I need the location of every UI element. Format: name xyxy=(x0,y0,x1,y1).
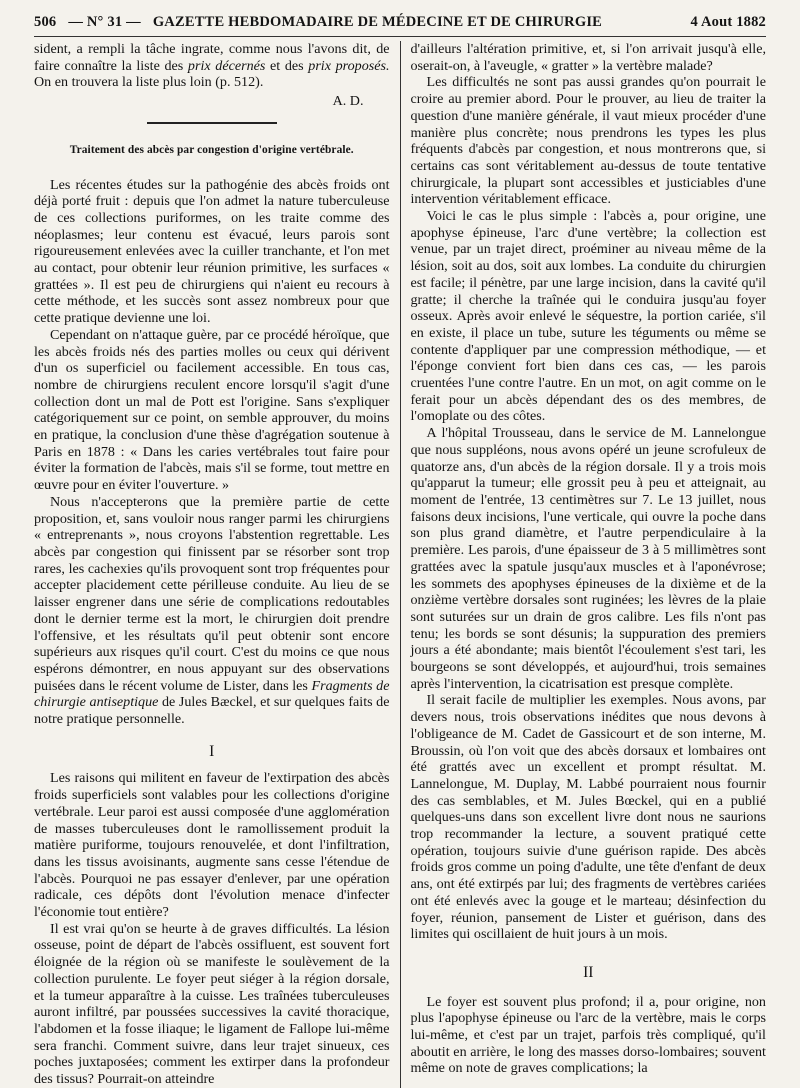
paragraph: Voici le cas le plus simple : l'abcès a, pour origine, une apophyse épineuse, l'arc d'une vertèbre; la collection est venue, par un trajet direct, proéminer au niveau même de la lésion, soit au dos, soit aux lombes. La conduite du chirurgien est facile; il pénètre, par une large incision, dans la cavité qu'il gratte; il cherche la traînée qui le conduira jusqu'au foyer osseux. Après avoir enlevé le séquestre, la portion cariée, s'il en existe, il place un tube, suture les téguments ou même se contente d'appliquer par une compression méthodique, — et l'éponge convient fort bien dans ces cas, — les parois cruentées l'une contre l'autre. En un mot, on agit comme on le ferait pour un abcès dépendant des os des membres, de l'omoplate ou des côtes. xyxy=(410,208,766,425)
two-column-body xyxy=(34,41,766,1088)
issue-date: 4 Aout 1882 xyxy=(690,14,766,30)
left-column xyxy=(34,41,390,1088)
article-separator xyxy=(147,122,277,124)
paragraph: Il est vrai qu'on se heurte à de graves difficultés. La lésion osseuse, point de départ de l'abcès ossifluent, est souvent fort éloignée de la région où se manifeste le soulèvement de la collection purulente. Le foyer peut siéger à la région dorsale, et la tumeur apparaître à la cuisse. Les traînées tuberculeuses auront infiltré, par poussées successives la cavité thoracique, l'abdomen et la fosse iliaque; le ligament de Fallope lui-même sera franchi. Comment suivre, dans leur trajet sinueux, ces poches juxtaposées; comment les extirper dans la profondeur des tissus? Pourrait-on atteindre xyxy=(34,920,390,1088)
column-divider xyxy=(400,41,401,1088)
intro-paragraph: sident, a rempli la tâche ingrate, comme nous l'avons dit, de faire connaître la liste des prix décernés et des prix proposés. On en trouvera la liste plus loin (p. 512). xyxy=(34,41,390,91)
article-title: Traitement des abcès par congestion d'origine vertébrale. xyxy=(69,143,354,156)
paragraph: Le foyer est souvent plus profond; il a, pour origine, non plus l'apophyse épineuse ou l'arc de la vertèbre, mais le corps lui-même, et c'est par un trajet, parfois très compliqué, qu'il aboutit en arrière, le long des masses dorso-lombaires; souvent même on note de graves complications; la xyxy=(410,993,766,1077)
paragraph: Cependant on n'attaque guère, par ce procédé héroïque, que les abcès froids nés des parties molles ou ceux qui dérivent d'un os superficiel ou facilement accessible. En tous cas, nombre de chirurgiens reculent encore lorsqu'il s'agit d'une collection dont un mal de Pott est l'origine. Sans s'expliquer catégoriquement sur ce point, on semble approuver, du moins en pratique, la conclusion d'une thèse d'agrégation soutenue à Paris en 1878 : « Dans les caries vertébrales tout faire pour éviter la formation de l'abcès, mais s'il se forme, tout mettre en œuvre pour en éviter l'ouverture. » xyxy=(34,326,390,494)
signature: A. D. xyxy=(332,93,364,110)
paragraph: Les récentes études sur la pathogénie des abcès froids ont déjà porté fruit : depuis que l'on admet la nature tuberculeuse de ces collections puriformes, on les traite comme des néoplasmes; leur contenu est évacué, leurs parois sont rigoureusement enlevées avec la cuiller tranchante, et l'on met au contact, pour obtenir leur réunion primitive, les surfaces « grattées ». Il est peu de chirurgiens qui n'aient eu recours à cette méthode, et les succès sont assez nombreux pour que cette pratique devienne une loi. xyxy=(34,176,390,327)
paragraph: A l'hôpital Trousseau, dans le service de M. Lannelongue que nous suppléons, nous avons opéré un jeune scrofuleux de quatorze ans, d'un abcès de la région dorsale. Il y a trois mois qu'apparut la tumeur; elle grossit peu à peu et atteignait, au moment de l'entrée, 13 centimètres sur 7. Le 13 juillet, nous faisons deux incisions, l'une verticale, qui ouvre la poche dans son plus grand diamètre, et l'autre perpendiculaire à la première. Les parois, d'une épaisseur de 3 à 5 millimètres sont grattées avec la spatule jusqu'aux muscles et à l'aponévrose; les sommets des apophyses épineuses de la dixième et de la onzième vertèbre dorsales sont ruginées; les lèvres de la plaie sont suturées sur un drain de gros calibre. Les fils n'ont pas tenu; les bords se sont désunis; la suppuration des premiers jours a été abondante; mais bientôt l'écoulement s'est tari, les bourgeons se sont développés, et aujourd'hui, trois semaines après l'intervention, la cicatrisation est presque complète. xyxy=(410,425,766,692)
journal-title: GAZETTE HEBDOMADAIRE DE MÉDECINE ET DE CHIRURGIE xyxy=(152,14,603,30)
right-column xyxy=(410,41,766,1088)
paragraph: Nous n'accepterons que la première partie de cette proposition, et, sans vouloir nous ranger parmi les chirurgiens « entreprenants », nous croyons l'abstention regrettable. Les abcès par congestion qui finissent par se résorber sont trop rares, les cachexies qu'ils provoquent sont trop fréquentes pour accepter placidement cette périlleuse conduite. Au lieu de se laisser engrener dans une série de complications redoutables dont le dernier terme est la mort, le chirurgien doit prendre l'offensive, et les résultats qu'il peut obtenir sont encore supérieurs aux risques qu'il court. C'est du moins ce que nous espérons démontrer, en nous appuyant sur des observations puisées dans le récent volume de Lister, dans les Fragments de chirurgie antiseptique de Jules Bæckel, et sur quelques faits de notre pratique personnelle. xyxy=(34,493,390,728)
paragraph: Les difficultés ne sont pas aussi grandes qu'on pourrait le croire au premier abord. Pour le prouver, au lieu de traiter la question d'une manière générale, il vaut mieux procéder d'une manière plus concrète; nous prendrons les types les plus fréquents d'abcès par congestion, et nous montrerons que, si certains cas sont véritablement au-dessus de toute tentative chirurgicale, la plupart sont accessibles et justiciables d'une intervention véritablement efficace. xyxy=(410,74,766,208)
section-heading-ii: II xyxy=(583,963,594,981)
paragraph: Les raisons qui militent en faveur de l'extirpation des abcès froids superficiels sont valables pour les collections d'origine vertébrale. Leur paroi est aussi composée d'une agglomération de masses tuberculeuses dont le ramollissement produit la matière puriforme, toujours renouvelée, et dont l'infiltration, dans les tissus avoisinants, augmente sans cesse l'étendue de l'abcès. Pourquoi ne pas essayer d'enlever, par une opération radicale, ces dépôts dont l'évolution menace d'infecter l'économie tout entière? xyxy=(34,770,390,921)
paragraph: Il serait facile de multiplier les exemples. Nous avons, par devers nous, trois observations inédites que nous devons à l'obligeance de M. Cadet de Gassicourt et de son interne, M. Broussin, où l'on voit que des abcès dorsaux et lombaires ont été grattés avec un excellent et prompt résultat. M. Lannelongue, M. Duplay, M. Labbé pourraient nous fournir des cas semblables, et M. Jules Bœckel, qui en a publié quelques-uns dans son excellent livre dont nous ne saurions trop recommander la lecture, a souvent pratiqué cette opération, toujours suivie d'une guérison rapide. Des abcès froids gros comme un poing d'adulte, une tête d'enfant de deux ans, ont été extirpés par lui; des fragments de vertèbres cariées ont été enlevés avec la gouge et le marteau; désinfection du foyer, réunion, pansement de Lister et guérison, dans des limites qui oscillaient de huit jours à un mois. xyxy=(410,692,766,943)
header-left xyxy=(34,14,602,31)
section-heading-i: I xyxy=(209,742,215,760)
issue-number: — N° 31 — xyxy=(68,14,141,30)
page-number: 506 xyxy=(34,14,57,30)
running-header xyxy=(34,14,766,37)
paragraph: d'ailleurs l'altération primitive, et, si l'on arrivait jusqu'à elle, oserait-on, à l'aveugle, « gratter » la vertèbre malade? xyxy=(410,41,766,74)
